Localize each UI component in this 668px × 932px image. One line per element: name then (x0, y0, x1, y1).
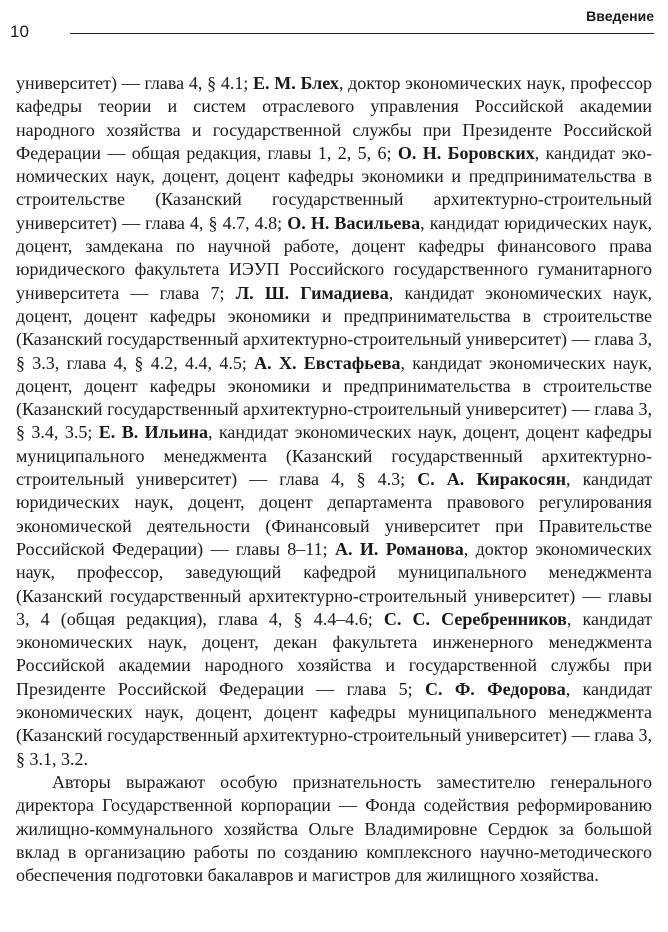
author-segment: университет) — глава 4, § 4.1; (16, 73, 254, 93)
author-segment: , кандидат экономических наук, доцент, доцент кафедры экономики и предпринимательства в строительстве (Казанский государственный архитектурно-строительный университет) — глава 3, § 3.4, 3.5; (16, 352, 652, 443)
author-name: С. С. Серебренников (383, 608, 567, 629)
author-name: А. И. Романова (334, 538, 464, 559)
author-segment: , кандидат юридических наук, доцент, замдекана по научной работе, доцент кафедры финансового права юридического факультета ИЭУП Российского государственного гуманитарного университета — глава 7; (16, 212, 652, 303)
author-name: Л. Ш. Гимадиева (235, 282, 389, 303)
running-title: Введение (586, 8, 654, 24)
author-segment: , доктор экономических наук, профессор кафедры теории и систем отраслевого управления Российской академии народного хозяйства и государственной службы при Президенте Российской Федерации — общая редакция, главы 1, 2, 5, 6; (16, 73, 652, 163)
authors-paragraph (16, 72, 652, 771)
author-segment: , кандидат экономических наук, доцент, доцент кафедры экономики и предпринимательства в строительстве (Казанский государственный архитектурно-строительный университет) — глава 4, § 4.7, 4.8; (16, 142, 652, 233)
page-number: 10 (10, 22, 29, 41)
author-segment: , кандидат экономических наук, доцент, доцент кафедры экономики и предпринимательства в строительстве (Казанский государственный архитектурно-строительный университет) — глава 3, § 3.3, глава 4, § 4.2, 4.4, 4.5; (16, 282, 652, 373)
author-name: С. А. Киракосян (417, 469, 567, 490)
acknowledgement-paragraph: Авторы выражают особую признательность заместителю генерального директора Государственной корпорации — Фонда содействия реформированию жилищно-коммунального хозяйства Ольге Владимировне Сердюк за большой вклад в организацию работы по созданию комплексного научно-методического обеспечения подготовки бакалавров и магистров для жилищного хозяйства. (16, 771, 652, 886)
author-name: А. Х. Евстафьева (254, 352, 401, 373)
author-name: Е. В. Ильина (98, 422, 208, 443)
author-segment: , кандидат экономических наук, доцент, доцент кафедры муниципального менеджмента (Казанский государственный архитектурно-строительный университет) — глава 3, § 3.1, 3.2. (16, 678, 653, 769)
author-name: О. Н. Васильева (287, 212, 421, 233)
author-segment: , кандидат экономических наук, доцент, доцент кафедры муниципального менеджмента (Казанский государственный архитектурно-строительный университет) — глава 4, § 4.3; (16, 422, 652, 490)
author-name: Е. М. Блех (253, 73, 339, 93)
body-text (16, 72, 652, 887)
header-rule (70, 33, 654, 34)
author-name: О. Н. Боровских (397, 142, 535, 163)
author-segment: , доктор экономических наук, профессор, заведующий кафедрой муниципального менеджмента (Казанский государственный архитектурно-строительный университет) — главы 3, 4 (общая редакция), глава 4, § 4.4–4.6; (16, 538, 652, 629)
author-segment: , кандидат экономических наук, доцент, декан факультета инженерного менеджмента Российской академии народного хозяйства и государственной службы при Президенте Российской Федерации — глава 5; (16, 608, 652, 699)
author-segment: , кандидат юридических наук, доцент, доцент департамента правового регулирования экономической деятельности (Финансовый университет при Правительстве Российской Федерации) — главы 8–11; (16, 469, 653, 559)
author-name: С. Ф. Федорова (425, 678, 566, 699)
